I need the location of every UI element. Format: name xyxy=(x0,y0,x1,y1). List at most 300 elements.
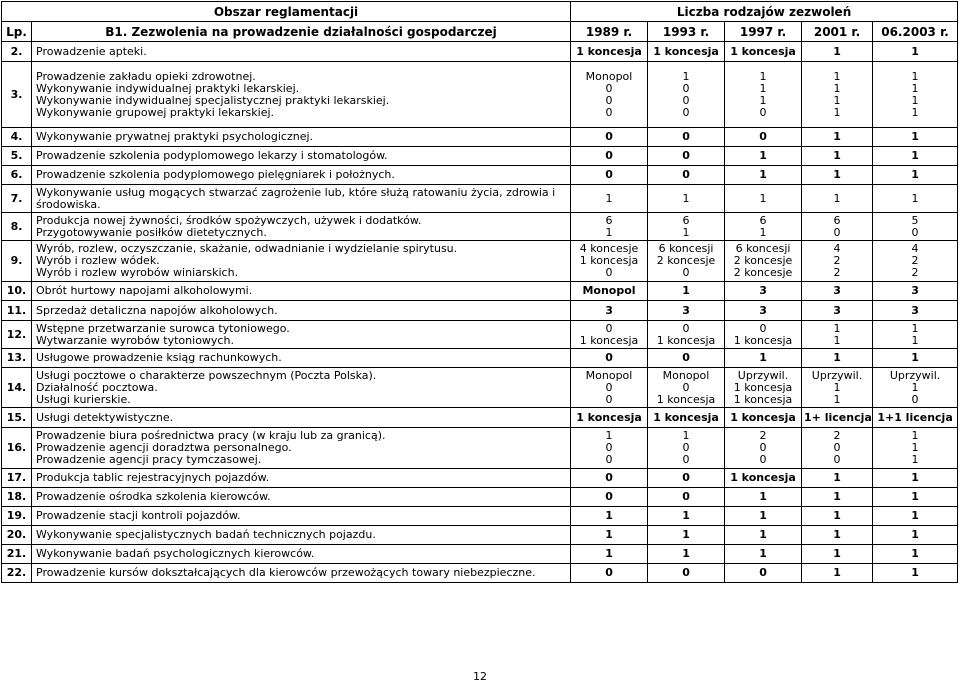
value-line: 1 xyxy=(911,81,919,95)
value-line: 0 xyxy=(605,392,613,406)
value-line: 0 xyxy=(833,453,841,466)
value-cell xyxy=(725,42,802,62)
value-line: 1 xyxy=(911,321,919,335)
value-cell xyxy=(802,408,873,428)
row-number: 18. xyxy=(2,488,32,507)
value-line: 1 xyxy=(682,547,690,560)
value-line: 3 xyxy=(605,303,613,317)
value-line: 0 xyxy=(605,105,613,119)
description-line: Wykonywanie grupowej praktyki lekarskiej. xyxy=(36,105,275,119)
description-line: Usługowe prowadzenie ksiąg rachunkowych. xyxy=(36,351,282,364)
description-line: Wykonywanie prywatnej praktyki psychologicznej. xyxy=(36,130,314,143)
row-number: 4. xyxy=(2,128,32,147)
value-line: 1 koncesja xyxy=(733,392,793,406)
value-line: 1 koncesja xyxy=(730,410,796,424)
value-line: 1 xyxy=(833,105,841,119)
description-line: Przygotowywanie posiłków dietetycznych. xyxy=(36,225,267,239)
value-cell xyxy=(571,564,648,583)
value-line: 3 xyxy=(682,303,690,317)
year-header-1997: 1997 r. xyxy=(725,22,802,42)
value-cell xyxy=(725,349,802,368)
value-cell xyxy=(802,282,873,301)
value-line: 1 xyxy=(911,130,919,143)
value-line: 4 xyxy=(833,242,841,255)
description-line: Wytwarzanie wyrobów tytoniowych. xyxy=(36,333,234,347)
value-line: 1 koncesja xyxy=(733,333,793,347)
value-cell xyxy=(873,147,958,166)
row-description xyxy=(32,488,571,507)
row-number: 17. xyxy=(2,469,32,488)
row-description xyxy=(32,128,571,147)
value-line: 1 xyxy=(833,69,841,83)
value-line: 0 xyxy=(605,81,613,95)
table-row xyxy=(2,42,958,62)
value-line: 1 xyxy=(911,333,919,347)
value-line: 1 xyxy=(911,528,919,541)
value-cell xyxy=(873,166,958,185)
table-row xyxy=(2,507,958,526)
table-row xyxy=(2,213,958,241)
value-line: 3 xyxy=(911,284,919,297)
value-cell xyxy=(648,564,725,583)
row-description xyxy=(32,62,571,128)
value-cell xyxy=(571,213,648,241)
value-line: 2 xyxy=(759,429,767,442)
value-cell xyxy=(725,368,802,408)
row-number: 13. xyxy=(2,349,32,368)
value-line: 1 xyxy=(759,81,767,95)
value-line: 1 xyxy=(911,44,919,58)
description-line: Usługi pocztowe o charakterze powszechnym (Poczta Polska). xyxy=(36,368,377,382)
row-description xyxy=(32,282,571,301)
row-number: 22. xyxy=(2,564,32,583)
value-line: 1 xyxy=(759,149,767,162)
value-line: 1 xyxy=(911,429,919,442)
table-row xyxy=(2,564,958,583)
value-cell xyxy=(571,349,648,368)
value-line: 1 xyxy=(833,351,841,364)
value-cell xyxy=(725,488,802,507)
value-cell xyxy=(873,241,958,282)
value-cell xyxy=(648,321,725,349)
description-line: Produkcja tablic rejestracyjnych pojazdów. xyxy=(36,471,270,484)
value-line: 0 xyxy=(605,266,613,279)
row-number: 16. xyxy=(2,428,32,469)
value-line: 1 xyxy=(759,490,767,503)
value-line: 1 koncesja xyxy=(579,254,639,267)
year-header-2003: 06.2003 r. xyxy=(873,22,958,42)
value-line: 2 xyxy=(833,429,841,442)
value-line: 0 xyxy=(605,321,613,335)
description-line: Prowadzenie agencji pracy tymczasowej. xyxy=(36,453,262,466)
value-line: 1 xyxy=(759,69,767,83)
table-row xyxy=(2,301,958,321)
value-line: 1 koncesja xyxy=(653,410,719,424)
value-line: 1 xyxy=(605,429,613,442)
value-cell xyxy=(802,213,873,241)
value-cell xyxy=(648,166,725,185)
year-header-1993: 1993 r. xyxy=(648,22,725,42)
row-number: 12. xyxy=(2,321,32,349)
value-line: 1 xyxy=(759,351,767,364)
value-line: 0 xyxy=(682,441,690,454)
description-line: Prowadzenie agencji doradztwa personalnego. xyxy=(36,441,292,454)
value-cell xyxy=(571,526,648,545)
row-number: 11. xyxy=(2,301,32,321)
value-cell xyxy=(802,321,873,349)
value-line: 6 koncesji xyxy=(658,242,714,255)
value-cell xyxy=(873,185,958,213)
value-cell xyxy=(571,147,648,166)
description-line: Prowadzenie biura pośrednictwa pracy (w kraju lub za granicą). xyxy=(36,429,386,442)
value-line: 1 xyxy=(759,225,767,239)
value-line: 6 xyxy=(605,213,613,227)
value-line: 1 xyxy=(911,149,919,162)
value-line: 1 koncesja xyxy=(730,471,796,484)
value-line: 3 xyxy=(911,303,919,317)
value-line: 1 xyxy=(682,284,690,297)
value-line: 1 xyxy=(911,453,919,466)
value-line: 0 xyxy=(759,130,767,143)
value-cell xyxy=(873,469,958,488)
table-row xyxy=(2,282,958,301)
value-cell xyxy=(873,545,958,564)
value-line: 0 xyxy=(682,321,690,335)
value-line: 1 xyxy=(682,69,690,83)
value-cell xyxy=(873,408,958,428)
row-description xyxy=(32,507,571,526)
value-line: 1+ licencja xyxy=(804,410,872,424)
value-line: 0 xyxy=(682,380,690,394)
value-cell xyxy=(571,408,648,428)
row-description xyxy=(32,42,571,62)
section-title: B1. Zezwolenia na prowadzenie działalności gospodarczej xyxy=(32,22,571,42)
count-header: Liczba rodzajów zezwoleń xyxy=(571,2,958,22)
description-line: Wykonywanie badań psychologicznych kierowców. xyxy=(36,547,315,560)
row-number: 3. xyxy=(2,62,32,128)
value-line: 1 xyxy=(833,44,841,58)
value-line: Uprzywil. xyxy=(889,368,941,382)
value-cell xyxy=(648,62,725,128)
value-line: 1 koncesja xyxy=(576,44,642,58)
description-line: Prowadzenie szkolenia podyplomowego lekarzy i stomatologów. xyxy=(36,149,388,162)
value-line: Uprzywil. xyxy=(811,368,863,382)
value-cell xyxy=(648,507,725,526)
value-cell xyxy=(873,321,958,349)
value-line: 1 xyxy=(605,225,613,239)
description-line: Wykonywanie indywidualnej specjalistycznej praktyki lekarskiej. xyxy=(36,93,390,107)
value-line: 1 xyxy=(833,191,841,205)
value-cell xyxy=(571,545,648,564)
row-number: 21. xyxy=(2,545,32,564)
value-line: 1+1 licencja xyxy=(877,410,953,424)
header-row-years xyxy=(2,22,958,42)
value-line: 1 xyxy=(833,509,841,522)
value-cell xyxy=(648,282,725,301)
value-cell xyxy=(873,128,958,147)
value-line: 1 xyxy=(833,528,841,541)
value-line: 0 xyxy=(759,105,767,119)
row-description xyxy=(32,368,571,408)
row-number: 9. xyxy=(2,241,32,282)
row-description xyxy=(32,301,571,321)
value-line: 0 xyxy=(682,351,690,364)
value-cell xyxy=(648,368,725,408)
value-line: 0 xyxy=(682,490,690,503)
value-line: 1 xyxy=(759,191,767,205)
value-cell xyxy=(571,368,648,408)
value-line: 0 xyxy=(911,225,919,239)
description-line: Prowadzenie kursów dokształcających dla kierowców przewożących towary niebezpieczne. xyxy=(36,566,536,579)
value-line: 1 xyxy=(833,321,841,335)
row-description xyxy=(32,241,571,282)
value-cell xyxy=(725,282,802,301)
value-line: 1 xyxy=(833,149,841,162)
value-cell xyxy=(648,545,725,564)
value-cell xyxy=(802,469,873,488)
value-line: 2 koncesje xyxy=(733,266,793,279)
value-cell xyxy=(648,147,725,166)
value-cell xyxy=(802,42,873,62)
description-line: Prowadzenie apteki. xyxy=(36,44,147,58)
row-description xyxy=(32,545,571,564)
year-header-1989: 1989 r. xyxy=(571,22,648,42)
value-line: 2 xyxy=(911,254,919,267)
value-cell xyxy=(873,526,958,545)
value-line: 1 xyxy=(911,69,919,83)
table-row xyxy=(2,147,958,166)
table-row xyxy=(2,368,958,408)
value-cell xyxy=(571,62,648,128)
value-line: 1 xyxy=(759,168,767,181)
description-line: Działalność pocztowa. xyxy=(36,380,158,394)
value-line: 1 xyxy=(759,547,767,560)
value-line: 0 xyxy=(605,490,613,503)
value-line: 1 xyxy=(833,547,841,560)
value-line: 1 xyxy=(911,509,919,522)
value-line: 1 xyxy=(833,392,841,406)
value-line: 1 xyxy=(833,81,841,95)
value-cell xyxy=(802,507,873,526)
value-line: 2 xyxy=(833,254,841,267)
description-line: Wstępne przetwarzanie surowca tytoniowego. xyxy=(36,321,290,335)
value-cell xyxy=(571,301,648,321)
value-line: 1 xyxy=(759,509,767,522)
value-cell xyxy=(873,301,958,321)
row-description xyxy=(32,564,571,583)
row-number: 15. xyxy=(2,408,32,428)
value-cell xyxy=(873,428,958,469)
value-line: 0 xyxy=(605,149,613,162)
description-line: Prowadzenie szkolenia podyplomowego pielęgniarek i położnych. xyxy=(36,168,395,181)
table-row xyxy=(2,428,958,469)
value-cell xyxy=(802,545,873,564)
value-line: 1 koncesja xyxy=(656,392,716,406)
value-line: 1 xyxy=(682,191,690,205)
row-number: 6. xyxy=(2,166,32,185)
value-line: 0 xyxy=(833,225,841,239)
value-cell xyxy=(873,349,958,368)
value-line: 0 xyxy=(682,453,690,466)
value-line: Monopol xyxy=(662,368,710,382)
value-line: 1 xyxy=(911,566,919,579)
table-row xyxy=(2,185,958,213)
page xyxy=(1,1,958,583)
value-cell xyxy=(725,408,802,428)
value-line: 4 koncesje xyxy=(579,242,639,255)
value-cell xyxy=(725,147,802,166)
value-cell xyxy=(725,213,802,241)
value-cell xyxy=(802,564,873,583)
value-cell xyxy=(648,469,725,488)
value-cell xyxy=(802,301,873,321)
page-number: 12 xyxy=(473,670,487,683)
value-cell xyxy=(725,469,802,488)
row-number: 19. xyxy=(2,507,32,526)
header-row-top xyxy=(2,2,958,22)
value-line: 1 xyxy=(911,351,919,364)
row-number: 7. xyxy=(2,185,32,213)
description-line: Sprzedaż detaliczna napojów alkoholowych. xyxy=(36,303,278,317)
value-line: 1 xyxy=(682,509,690,522)
value-cell xyxy=(725,428,802,469)
value-line: 0 xyxy=(682,149,690,162)
value-line: 1 koncesja xyxy=(730,44,796,58)
table-row xyxy=(2,241,958,282)
description-line: Wykonywanie indywidualnej praktyki lekarskiej. xyxy=(36,81,300,95)
table-row xyxy=(2,488,958,507)
value-cell xyxy=(571,128,648,147)
value-line: 2 xyxy=(833,266,841,279)
value-line: 0 xyxy=(605,351,613,364)
value-cell xyxy=(648,185,725,213)
value-line: Uprzywil. xyxy=(737,368,789,382)
table-row xyxy=(2,128,958,147)
value-line: 2 koncesje xyxy=(733,254,793,267)
value-line: 1 koncesja xyxy=(576,410,642,424)
value-cell xyxy=(802,349,873,368)
description-line: Prowadzenie zakładu opieki zdrowotnej. xyxy=(36,69,256,83)
value-line: 0 xyxy=(605,471,613,484)
value-line: 3 xyxy=(759,303,767,317)
row-number: 2. xyxy=(2,42,32,62)
value-line: 1 koncesja xyxy=(579,333,639,347)
value-cell xyxy=(725,564,802,583)
row-number: 20. xyxy=(2,526,32,545)
row-number: 14. xyxy=(2,368,32,408)
value-line: 0 xyxy=(759,453,767,466)
value-cell xyxy=(571,42,648,62)
value-line: 0 xyxy=(682,81,690,95)
permits-table xyxy=(1,1,958,583)
value-line: 0 xyxy=(605,453,613,466)
value-line: 1 xyxy=(833,566,841,579)
value-line: 1 xyxy=(605,547,613,560)
value-cell xyxy=(725,241,802,282)
value-cell xyxy=(571,185,648,213)
value-cell xyxy=(802,526,873,545)
value-line: 1 xyxy=(833,490,841,503)
value-cell xyxy=(571,488,648,507)
value-line: 1 xyxy=(833,168,841,181)
value-line: 6 xyxy=(759,213,767,227)
value-line: 0 xyxy=(605,566,613,579)
value-line: 1 xyxy=(911,168,919,181)
value-line: 0 xyxy=(911,392,919,406)
value-cell xyxy=(648,301,725,321)
value-cell xyxy=(725,62,802,128)
value-cell xyxy=(571,321,648,349)
value-cell xyxy=(873,213,958,241)
value-cell xyxy=(571,428,648,469)
value-cell xyxy=(802,185,873,213)
value-line: 4 xyxy=(911,242,919,255)
value-line: 0 xyxy=(605,93,613,107)
value-line: 1 xyxy=(682,528,690,541)
value-cell xyxy=(873,488,958,507)
value-line: 1 xyxy=(833,130,841,143)
value-cell xyxy=(725,301,802,321)
description-line: Wyrób i rozlew wódek. xyxy=(36,254,160,267)
value-line: 1 xyxy=(833,471,841,484)
value-line: 6 xyxy=(682,213,690,227)
table-row xyxy=(2,469,958,488)
row-description xyxy=(32,469,571,488)
row-description xyxy=(32,166,571,185)
description-line: Wykonywanie usług mogących stwarzać zagrożenie lub, które służą ratowaniu życia, zdrowia i xyxy=(36,185,556,199)
value-cell xyxy=(725,128,802,147)
value-line: 5 xyxy=(911,213,919,227)
description-line: Wyrób, rozlew, oczyszczanie, skażanie, odwadnianie i wydzielanie spirytusu. xyxy=(36,242,458,255)
value-cell xyxy=(648,349,725,368)
description-line: środowiska. xyxy=(36,197,101,211)
value-cell xyxy=(802,62,873,128)
row-description xyxy=(32,408,571,428)
value-cell xyxy=(725,526,802,545)
lp-header: Lp. xyxy=(2,22,32,42)
value-cell xyxy=(571,507,648,526)
value-line: 1 xyxy=(911,191,919,205)
value-cell xyxy=(725,166,802,185)
value-line: 0 xyxy=(605,168,613,181)
value-line: 0 xyxy=(759,441,767,454)
value-line: 3 xyxy=(833,303,841,317)
value-line: 1 xyxy=(911,380,919,394)
value-line: 1 xyxy=(605,528,613,541)
value-line: Monopol xyxy=(582,284,636,297)
value-cell xyxy=(802,241,873,282)
value-cell xyxy=(873,42,958,62)
value-cell xyxy=(648,408,725,428)
value-line: 1 xyxy=(759,528,767,541)
value-line: 0 xyxy=(682,566,690,579)
value-line: 1 xyxy=(911,490,919,503)
value-line: 6 xyxy=(833,213,841,227)
value-line: 0 xyxy=(759,321,767,335)
description-line: Wyrób i rozlew wyrobów winiarskich. xyxy=(36,266,239,279)
value-cell xyxy=(873,282,958,301)
value-line: Monopol xyxy=(585,69,633,83)
row-description xyxy=(32,428,571,469)
value-line: 0 xyxy=(759,566,767,579)
value-cell xyxy=(802,166,873,185)
value-line: 0 xyxy=(605,130,613,143)
value-cell xyxy=(802,368,873,408)
value-cell xyxy=(648,42,725,62)
value-cell xyxy=(802,128,873,147)
value-cell xyxy=(802,428,873,469)
value-line: 0 xyxy=(605,380,613,394)
